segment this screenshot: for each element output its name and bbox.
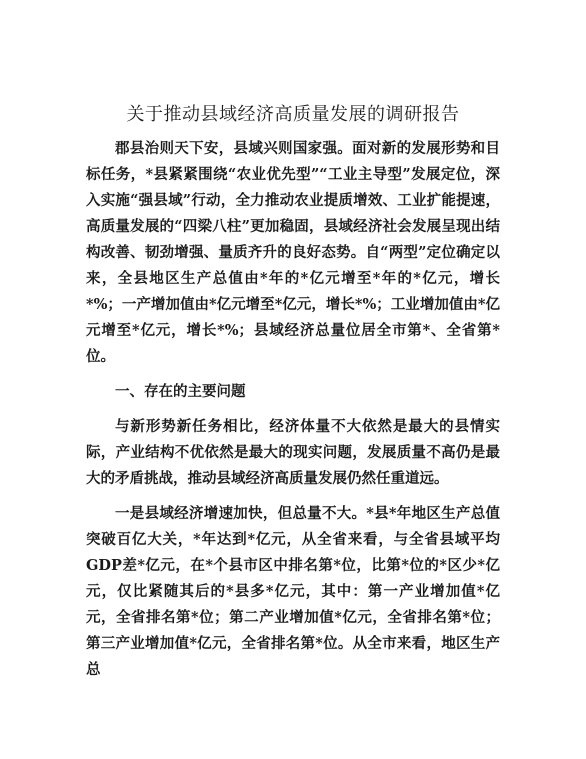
- document-title: 关于推动县域经济高质量发展的调研报告: [126, 104, 460, 125]
- section-heading: 一、存在的主要问题: [115, 383, 246, 400]
- section-paragraph-1: 与新形势新任务相比，经济体量不大依然是最大的县情实际，产业结构不优依然是最大的现实问题，发展质量不高仍是最大的矛盾挑战，推动县域经济高质量发展仍然任重道远。: [86, 418, 500, 487]
- document-page: [86, 102, 500, 683]
- section-paragraph-2: 一是县域经济增速加快，但总量不大。*县*年地区生产总值突破百亿大关，*年达到*亿元，从全省来看，与全省县域平均GDP差*亿元，在*个县市区中排名第*位，比第*位的*区少*亿元，仅比紧随其后的*县多*亿元，其中：第一产业增加值*亿元，全省排名第*位；第二产业增加值*亿元，全省排名第*位；第三产业增加值*亿元，全省排名第*位。从全市来看，地区生产总: [86, 505, 500, 678]
- intro-paragraph: 郡县治则天下安，县域兴则国家强。面对新的发展形势和目标任务，*县紧紧围绕“农业优先型”“工业主导型”发展定位，深入实施“强县域”行动，全力推动农业提质增效、工业扩能提速，高质量发展的“四梁八柱”更加稳固，县域经济社会发展呈现出结构改善、韧劲增强、量质齐升的良好态势。自“两型”定位确定以来，全县地区生产总值由*年的*亿元增至*年的*亿元，增长*%；一产增加值由*亿元增至*亿元，增长*%；工业增加值由*亿元增至*亿元，增长*%；县域经济总量位居全市第*、全省第*位。: [86, 140, 500, 365]
